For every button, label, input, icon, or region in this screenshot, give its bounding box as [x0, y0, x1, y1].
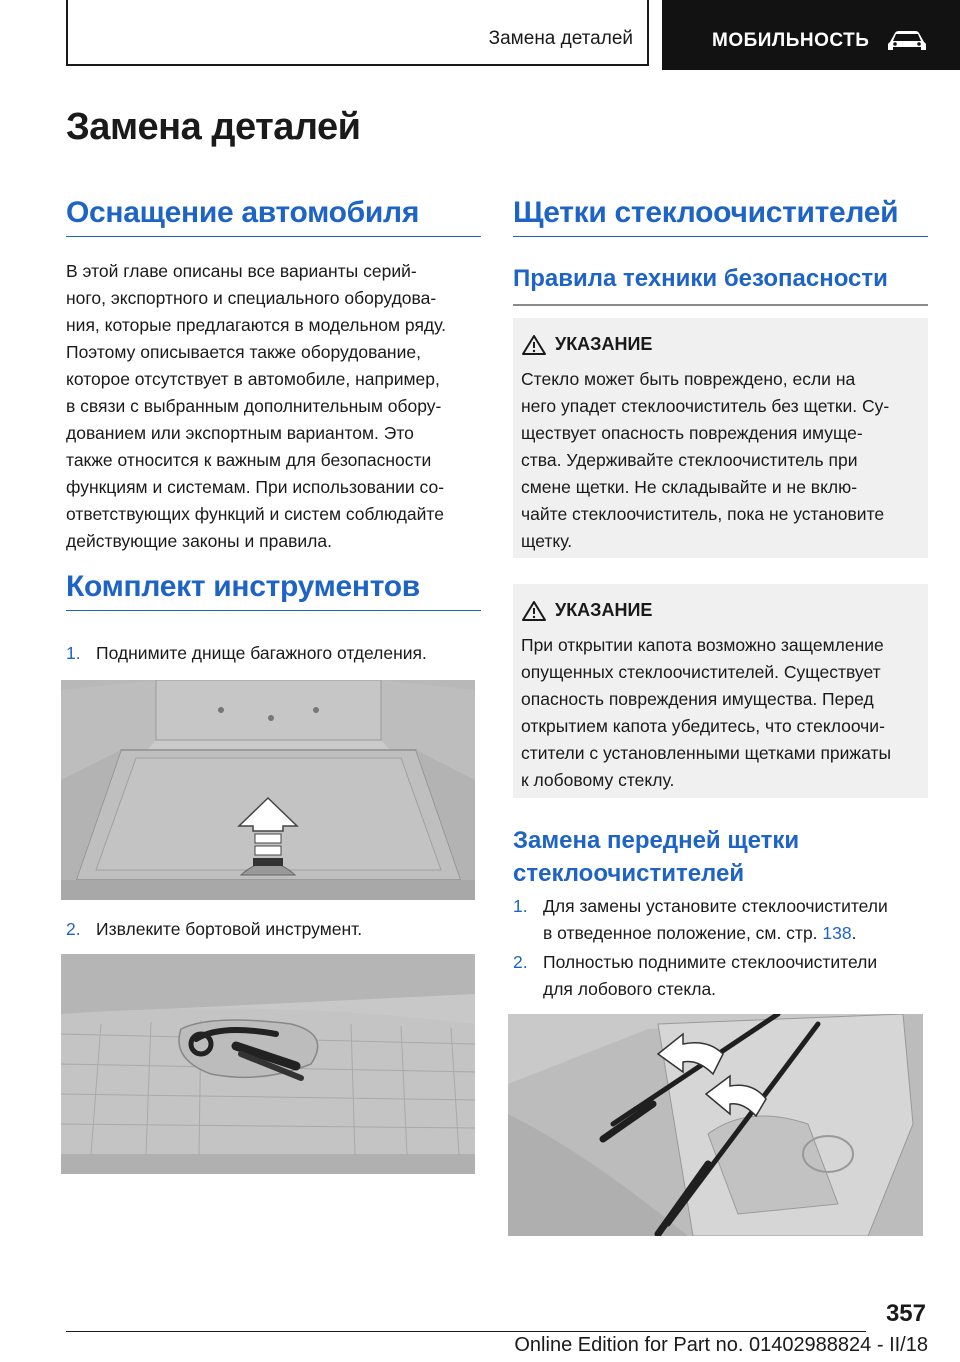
step-line: для лобового стекла. [543, 979, 717, 999]
step-text [543, 949, 933, 1003]
step-text: Поднимите днище багажного отделения. [96, 643, 427, 663]
note-line: открытием капота убедитесь, что стеклоочи- [521, 716, 885, 736]
note-title: УКАЗАНИЕ [555, 600, 653, 620]
toolkit-step-2 [66, 916, 486, 943]
para-line: Поэтому описывается также оборудование, [66, 342, 421, 362]
windshield-wiper-illustration [508, 1014, 923, 1236]
step-line: Полностью поднимите стеклоочистители [543, 952, 878, 972]
para-line: дованием или экспортным вариантом. Это [66, 423, 414, 443]
para-line: в связи с выбранным дополнительным обору- [66, 396, 442, 416]
note-line: него упадет стеклоочиститель без щетки. Су- [521, 396, 890, 416]
step-line-text: . [851, 923, 857, 943]
note-body [521, 366, 925, 555]
safety-heading-rule [513, 304, 928, 306]
note-line: При открытии капота возможно защемление [521, 635, 884, 655]
car-icon [886, 28, 928, 54]
note-box-1 [513, 318, 928, 558]
para-line: ния, которые предлагаются в модельном ряду. [66, 315, 446, 335]
note-line: щетку. [521, 531, 573, 551]
note-line: опасность повреждения имущества. Перед [521, 689, 874, 709]
equipment-heading: Оснащение автомобиля [66, 196, 420, 229]
step-text: Извлеките бортовой инструмент. [96, 919, 363, 939]
footer-edition: Online Edition for Part no. 01402988824 - II/18 [514, 1334, 928, 1356]
onboard-tools-illustration [61, 954, 475, 1174]
note-line: Стекло может быть повреждено, если на [521, 369, 856, 389]
header-section-tab [66, 0, 649, 66]
replace-step-1 [513, 893, 933, 947]
toolkit-heading: Комплект инструментов [66, 570, 420, 603]
para-line: которое отсутствует в автомобиле, например, [66, 369, 440, 389]
step-line-text: в отведенное положение, см. стр. [543, 923, 823, 943]
note-line: ществует опасность повреждения имуще- [521, 423, 863, 443]
trunk-floor-illustration [61, 680, 475, 900]
warning-icon [521, 334, 547, 356]
note-line: ства. Удерживайте стеклоочиститель при [521, 450, 858, 470]
note-line: стители с установленными щетками прижаты [521, 743, 892, 763]
para-line: В этой главе описаны все варианты серий- [66, 261, 417, 281]
equipment-paragraph [66, 258, 486, 555]
step-text [543, 893, 933, 947]
page-reference-link[interactable]: 138 [822, 923, 852, 943]
header-chapter-label: МОБИЛЬНОСТЬ [712, 30, 870, 51]
note-line: чайте стеклоочиститель, пока не установите [521, 504, 885, 524]
safety-heading: Правила техники безопасности [513, 265, 888, 292]
note-line: смене щетки. Не складывайте и не вклю- [521, 477, 858, 497]
para-line: также относится к важным для безопасности [66, 450, 432, 470]
page-number: 357 [885, 1300, 926, 1327]
toolkit-heading-rule [66, 610, 481, 611]
step-line: Для замены установите стеклоочистители [543, 896, 888, 916]
page-title: Замена деталей [66, 106, 361, 148]
note-title: УКАЗАНИЕ [555, 334, 653, 354]
footer-rule [66, 1331, 866, 1332]
step-number: 2. [513, 952, 528, 972]
note-line: опущенных стеклоочистителей. Существует [521, 662, 881, 682]
step-line [543, 920, 933, 947]
warning-icon [521, 600, 547, 622]
para-line: функциям и системам. При использовании со- [66, 477, 445, 497]
replace-wiper-heading [513, 824, 799, 890]
step-number: 1. [513, 896, 528, 916]
para-line: ответствующих функций и систем соблюдайте [66, 504, 444, 524]
para-line: действующие законы и правила. [66, 531, 332, 551]
header-section-label: Замена деталей [488, 28, 633, 49]
note-box-2 [513, 584, 928, 798]
note-line: к лобовому стеклу. [521, 770, 675, 790]
wipers-heading-rule [513, 236, 928, 237]
toolkit-step-1 [66, 640, 486, 667]
note-body [521, 632, 925, 794]
equipment-heading-rule [66, 236, 481, 237]
heading-line: стеклоочистителей [513, 860, 745, 887]
heading-line: Замена передней щетки [513, 827, 800, 854]
header-chapter-bar [662, 0, 960, 70]
step-number: 2. [66, 919, 81, 939]
replace-step-2 [513, 949, 933, 1003]
para-line: ного, экспортного и специального оборудова- [66, 288, 437, 308]
step-number: 1. [66, 643, 81, 663]
wipers-heading: Щетки стеклоочистителей [513, 196, 899, 229]
